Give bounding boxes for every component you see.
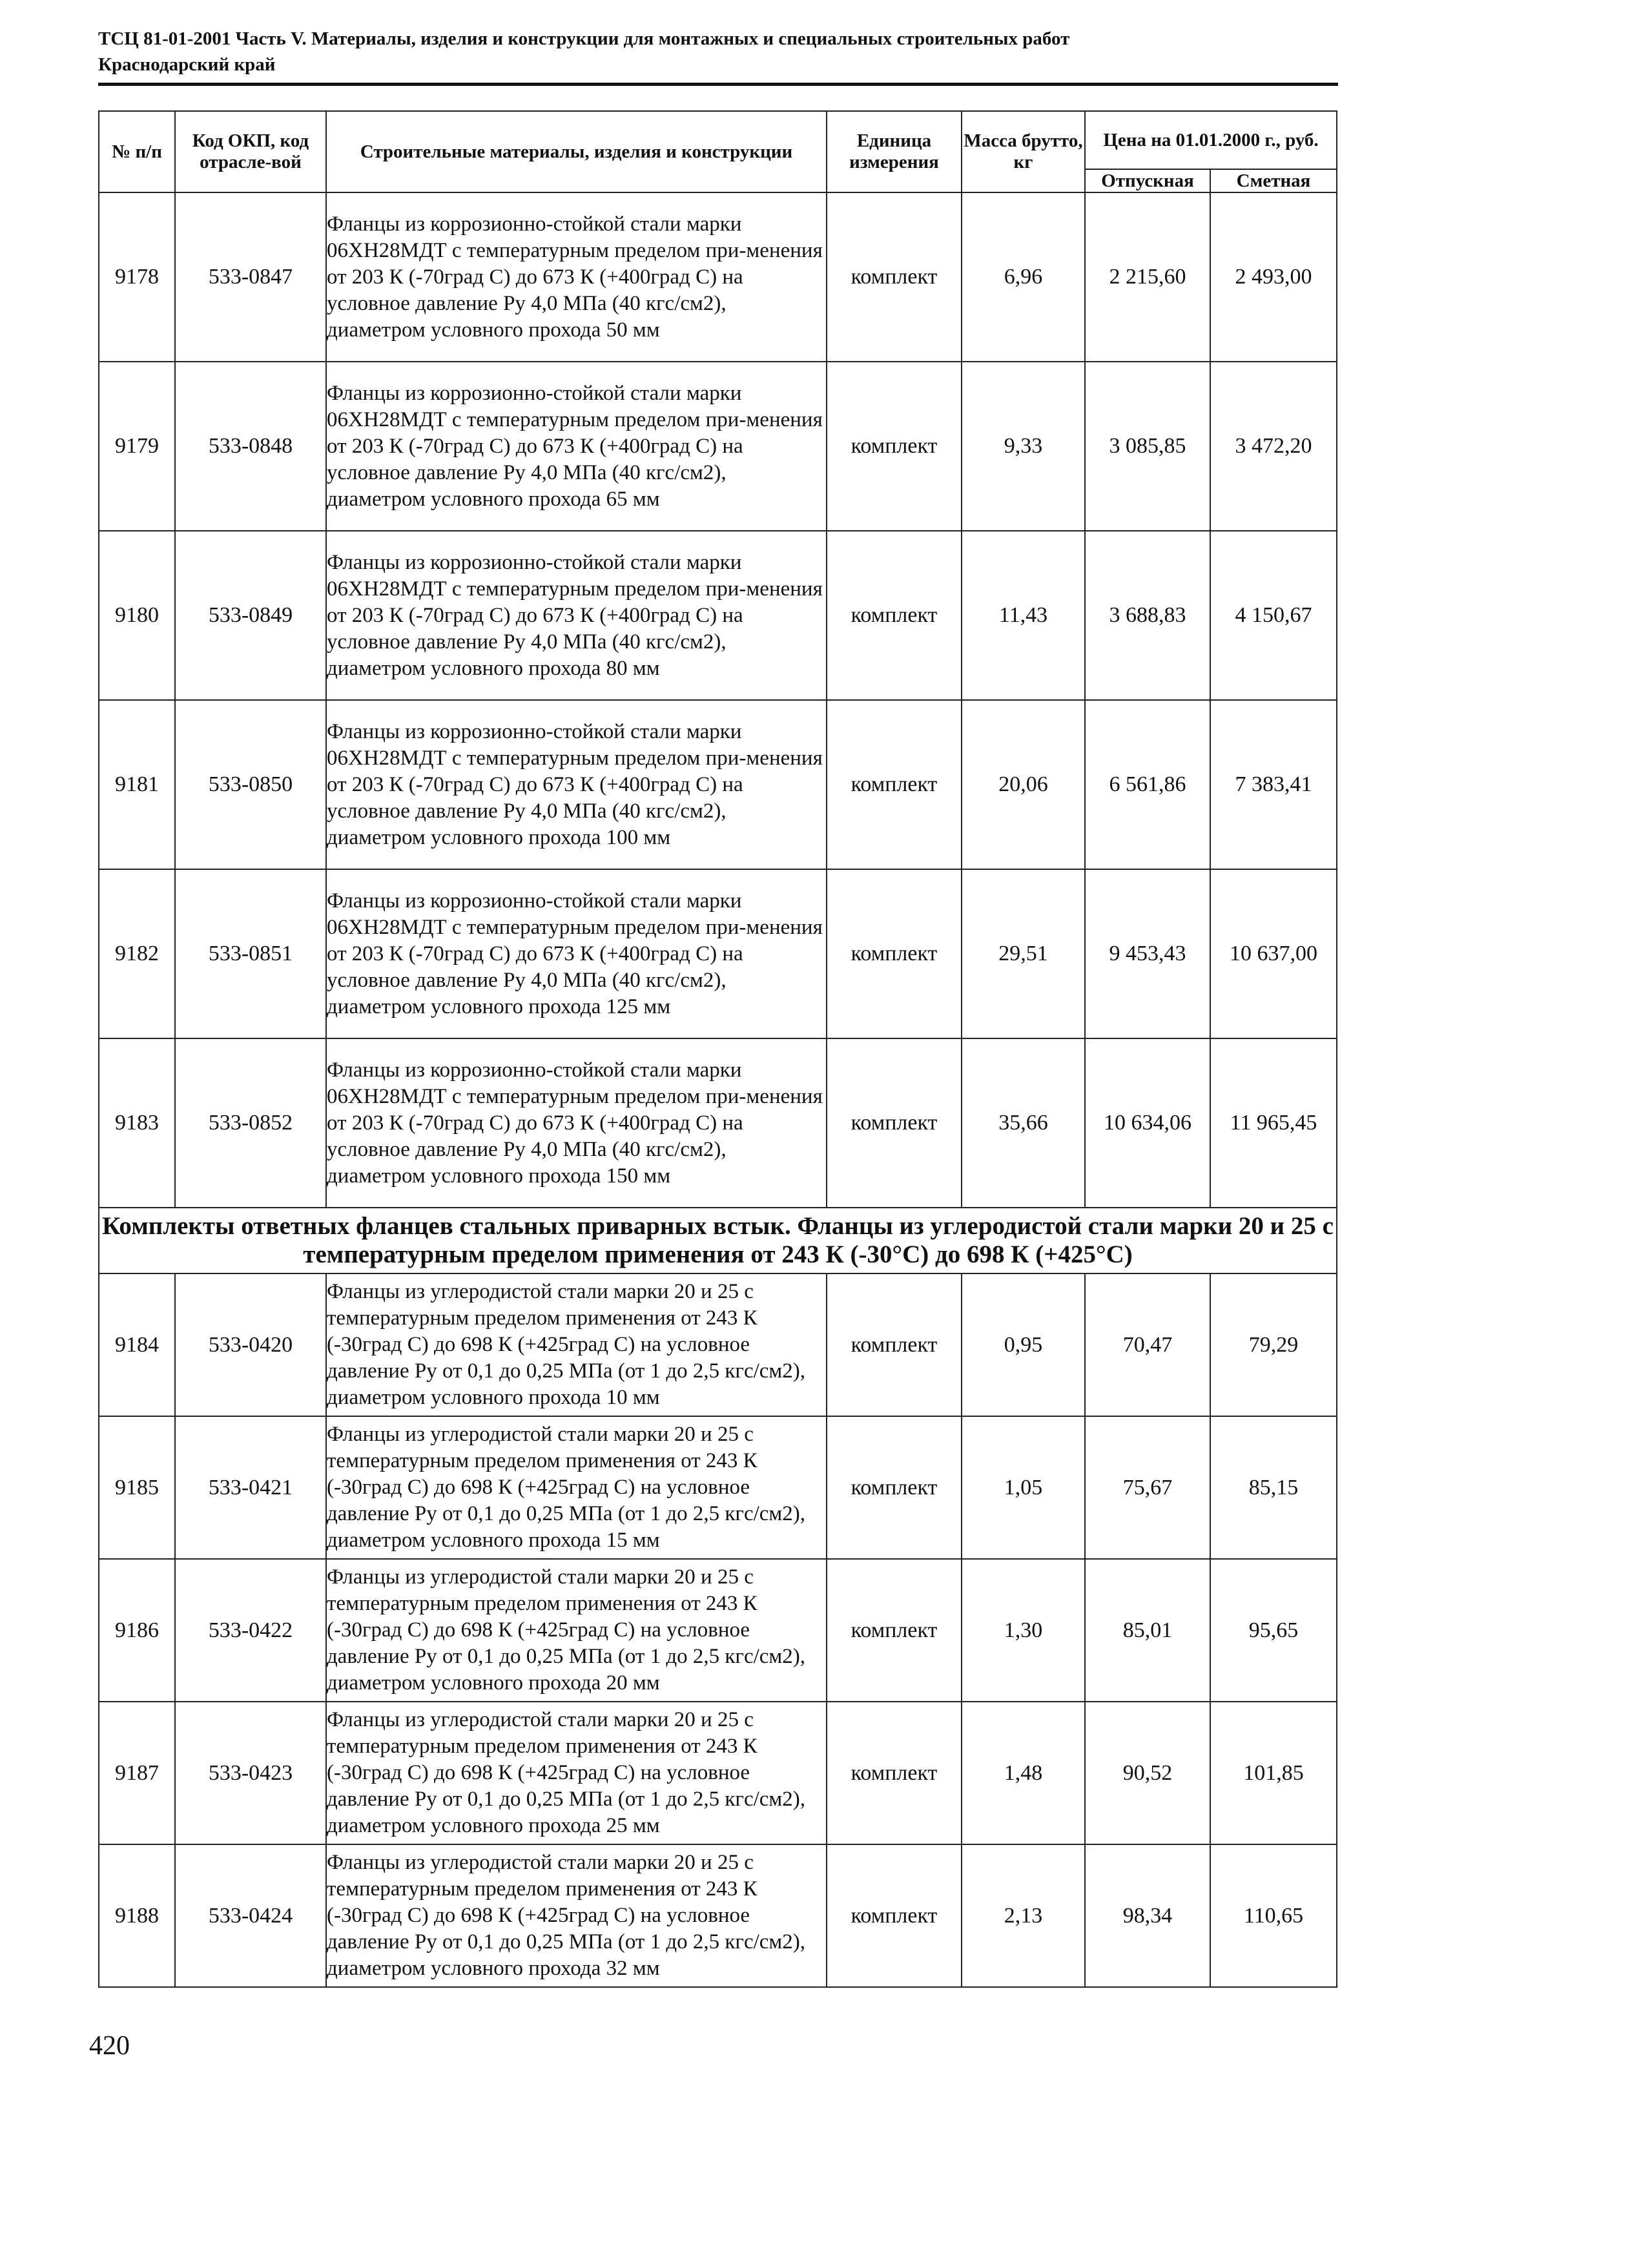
table-row	[99, 192, 1337, 362]
price-table	[98, 110, 1337, 1988]
cell-code: 533-0423	[175, 1702, 326, 1844]
cell-code: 533-0851	[175, 869, 326, 1038]
cell-price-estimate: 3 472,20	[1210, 362, 1337, 531]
table-row	[99, 700, 1337, 869]
table-row	[99, 531, 1337, 700]
cell-mass: 6,96	[962, 192, 1085, 362]
cell-unit: комплект	[827, 700, 962, 869]
cell-num: 9182	[99, 869, 175, 1038]
cell-name: Фланцы из углеродистой стали марки 20 и 25 с температурным пределом применения от 243 К (-30град С) до 698 К (+425град С) на условное давление Ру от 0,1 до 0,25 МПа (от 1 до 2,5 кгс/см2), диаметром условного прохода 15 мм	[326, 1416, 827, 1559]
cell-code: 533-0849	[175, 531, 326, 700]
cell-price-release: 98,34	[1085, 1844, 1210, 1987]
cell-price-release: 3 085,85	[1085, 362, 1210, 531]
cell-price-estimate: 85,15	[1210, 1416, 1337, 1559]
header-rule	[98, 83, 1338, 86]
cell-code: 533-0850	[175, 700, 326, 869]
table-row	[99, 1416, 1337, 1559]
cell-unit: комплект	[827, 869, 962, 1038]
header-title: ТСЦ 81-01-2001 Часть V. Материалы, изделия и конструкции для монтажных и специальных строительных работ	[98, 28, 1070, 49]
header-region: Краснодарский край	[98, 54, 276, 75]
cell-mass: 29,51	[962, 869, 1085, 1038]
cell-code: 533-0424	[175, 1844, 326, 1987]
cell-unit: комплект	[827, 192, 962, 362]
table-row	[99, 1559, 1337, 1702]
group-heading-row	[99, 1208, 1337, 1273]
cell-num: 9181	[99, 700, 175, 869]
cell-price-estimate: 110,65	[1210, 1844, 1337, 1987]
table-row	[99, 1038, 1337, 1208]
cell-name: Фланцы из коррозионно-стойкой стали марки 06ХН28МДТ с температурным пределом при-менения от 203 К (-70град С) до 673 К (+400град С) на условное давление Ру 4,0 МПа (40 кгс/см2), диаметром условного прохода 100 мм	[326, 700, 827, 869]
col-header-price-release: Отпускная	[1085, 169, 1210, 192]
table-row	[99, 362, 1337, 531]
cell-mass: 2,13	[962, 1844, 1085, 1987]
table-row	[99, 1273, 1337, 1416]
cell-mass: 35,66	[962, 1038, 1085, 1208]
cell-price-estimate: 11 965,45	[1210, 1038, 1337, 1208]
page-header	[98, 26, 1338, 77]
cell-unit: комплект	[827, 1273, 962, 1416]
cell-name: Фланцы из коррозионно-стойкой стали марки 06ХН28МДТ с температурным пределом при-менения от 203 К (-70град С) до 673 К (+400град С) на условное давление Ру 4,0 МПа (40 кгс/см2), диаметром условного прохода 50 мм	[326, 192, 827, 362]
cell-price-release: 9 453,43	[1085, 869, 1210, 1038]
cell-num: 9183	[99, 1038, 175, 1208]
col-header-mass: Масса брутто, кг	[962, 111, 1085, 192]
cell-num: 9179	[99, 362, 175, 531]
col-header-code: Код ОКП, код отрасле-вой	[175, 111, 326, 192]
cell-unit: комплект	[827, 1559, 962, 1702]
cell-code: 533-0852	[175, 1038, 326, 1208]
cell-price-release: 6 561,86	[1085, 700, 1210, 869]
cell-unit: комплект	[827, 362, 962, 531]
cell-mass: 11,43	[962, 531, 1085, 700]
cell-code: 533-0422	[175, 1559, 326, 1702]
col-header-unit: Единица измерения	[827, 111, 962, 192]
cell-name: Фланцы из углеродистой стали марки 20 и 25 с температурным пределом применения от 243 К (-30град С) до 698 К (+425град С) на условное давление Ру от 0,1 до 0,25 МПа (от 1 до 2,5 кгс/см2), диаметром условного прохода 25 мм	[326, 1702, 827, 1844]
cell-name: Фланцы из коррозионно-стойкой стали марки 06ХН28МДТ с температурным пределом при-менения от 203 К (-70град С) до 673 К (+400град С) на условное давление Ру 4,0 МПа (40 кгс/см2), диаметром условного прохода 150 мм	[326, 1038, 827, 1208]
cell-mass: 20,06	[962, 700, 1085, 869]
cell-code: 533-0847	[175, 192, 326, 362]
cell-mass: 1,48	[962, 1702, 1085, 1844]
cell-price-release: 10 634,06	[1085, 1038, 1210, 1208]
cell-num: 9184	[99, 1273, 175, 1416]
cell-unit: комплект	[827, 1844, 962, 1987]
cell-code: 533-0848	[175, 362, 326, 531]
cell-code: 533-0421	[175, 1416, 326, 1559]
cell-unit: комплект	[827, 1038, 962, 1208]
cell-price-estimate: 79,29	[1210, 1273, 1337, 1416]
cell-num: 9187	[99, 1702, 175, 1844]
cell-price-estimate: 2 493,00	[1210, 192, 1337, 362]
cell-mass: 1,05	[962, 1416, 1085, 1559]
cell-name: Фланцы из коррозионно-стойкой стали марки 06ХН28МДТ с температурным пределом при-менения от 203 К (-70град С) до 673 К (+400град С) на условное давление Ру 4,0 МПа (40 кгс/см2), диаметром условного прохода 65 мм	[326, 362, 827, 531]
cell-mass: 1,30	[962, 1559, 1085, 1702]
cell-price-release: 3 688,83	[1085, 531, 1210, 700]
col-header-price-estimate: Сметная	[1210, 169, 1337, 192]
header-row	[99, 111, 1337, 169]
cell-price-estimate: 4 150,67	[1210, 531, 1337, 700]
cell-price-estimate: 101,85	[1210, 1702, 1337, 1844]
cell-num: 9188	[99, 1844, 175, 1987]
cell-name: Фланцы из коррозионно-стойкой стали марки 06ХН28МДТ с температурным пределом при-менения от 203 К (-70град С) до 673 К (+400град С) на условное давление Ру 4,0 МПа (40 кгс/см2), диаметром условного прохода 80 мм	[326, 531, 827, 700]
cell-price-release: 90,52	[1085, 1702, 1210, 1844]
cell-price-release: 70,47	[1085, 1273, 1210, 1416]
cell-unit: комплект	[827, 1416, 962, 1559]
col-header-price: Цена на 01.01.2000 г., руб.	[1085, 111, 1337, 169]
cell-price-estimate: 95,65	[1210, 1559, 1337, 1702]
cell-num: 9180	[99, 531, 175, 700]
table-row	[99, 869, 1337, 1038]
cell-price-release: 85,01	[1085, 1559, 1210, 1702]
col-header-name: Строительные материалы, изделия и конструкции	[326, 111, 827, 192]
cell-code: 533-0420	[175, 1273, 326, 1416]
cell-mass: 9,33	[962, 362, 1085, 531]
cell-unit: комплект	[827, 1702, 962, 1844]
cell-name: Фланцы из углеродистой стали марки 20 и 25 с температурным пределом применения от 243 К (-30град С) до 698 К (+425град С) на условное давление Ру от 0,1 до 0,25 МПа (от 1 до 2,5 кгс/см2), диаметром условного прохода 10 мм	[326, 1273, 827, 1416]
cell-name: Фланцы из коррозионно-стойкой стали марки 06ХН28МДТ с температурным пределом при-менения от 203 К (-70град С) до 673 К (+400град С) на условное давление Ру 4,0 МПа (40 кгс/см2), диаметром условного прохода 125 мм	[326, 869, 827, 1038]
cell-price-release: 2 215,60	[1085, 192, 1210, 362]
cell-name: Фланцы из углеродистой стали марки 20 и 25 с температурным пределом применения от 243 К (-30град С) до 698 К (+425град С) на условное давление Ру от 0,1 до 0,25 МПа (от 1 до 2,5 кгс/см2), диаметром условного прохода 32 мм	[326, 1844, 827, 1987]
cell-num: 9186	[99, 1559, 175, 1702]
cell-price-release: 75,67	[1085, 1416, 1210, 1559]
group-heading: Комплекты ответных фланцев стальных приварных встык. Фланцы из углеродистой стали марки 20 и 25 с температурным пределом применения от 243 К (-30°С) до 698 К (+425°С)	[99, 1208, 1337, 1273]
cell-num: 9185	[99, 1416, 175, 1559]
cell-price-estimate: 10 637,00	[1210, 869, 1337, 1038]
page-number: 420	[89, 2031, 130, 2061]
cell-unit: комплект	[827, 531, 962, 700]
table-row	[99, 1844, 1337, 1987]
table-row	[99, 1702, 1337, 1844]
col-header-num: № п/п	[99, 111, 175, 192]
cell-name: Фланцы из углеродистой стали марки 20 и 25 с температурным пределом применения от 243 К (-30град С) до 698 К (+425град С) на условное давление Ру от 0,1 до 0,25 МПа (от 1 до 2,5 кгс/см2), диаметром условного прохода 20 мм	[326, 1559, 827, 1702]
cell-price-estimate: 7 383,41	[1210, 700, 1337, 869]
cell-mass: 0,95	[962, 1273, 1085, 1416]
cell-num: 9178	[99, 192, 175, 362]
